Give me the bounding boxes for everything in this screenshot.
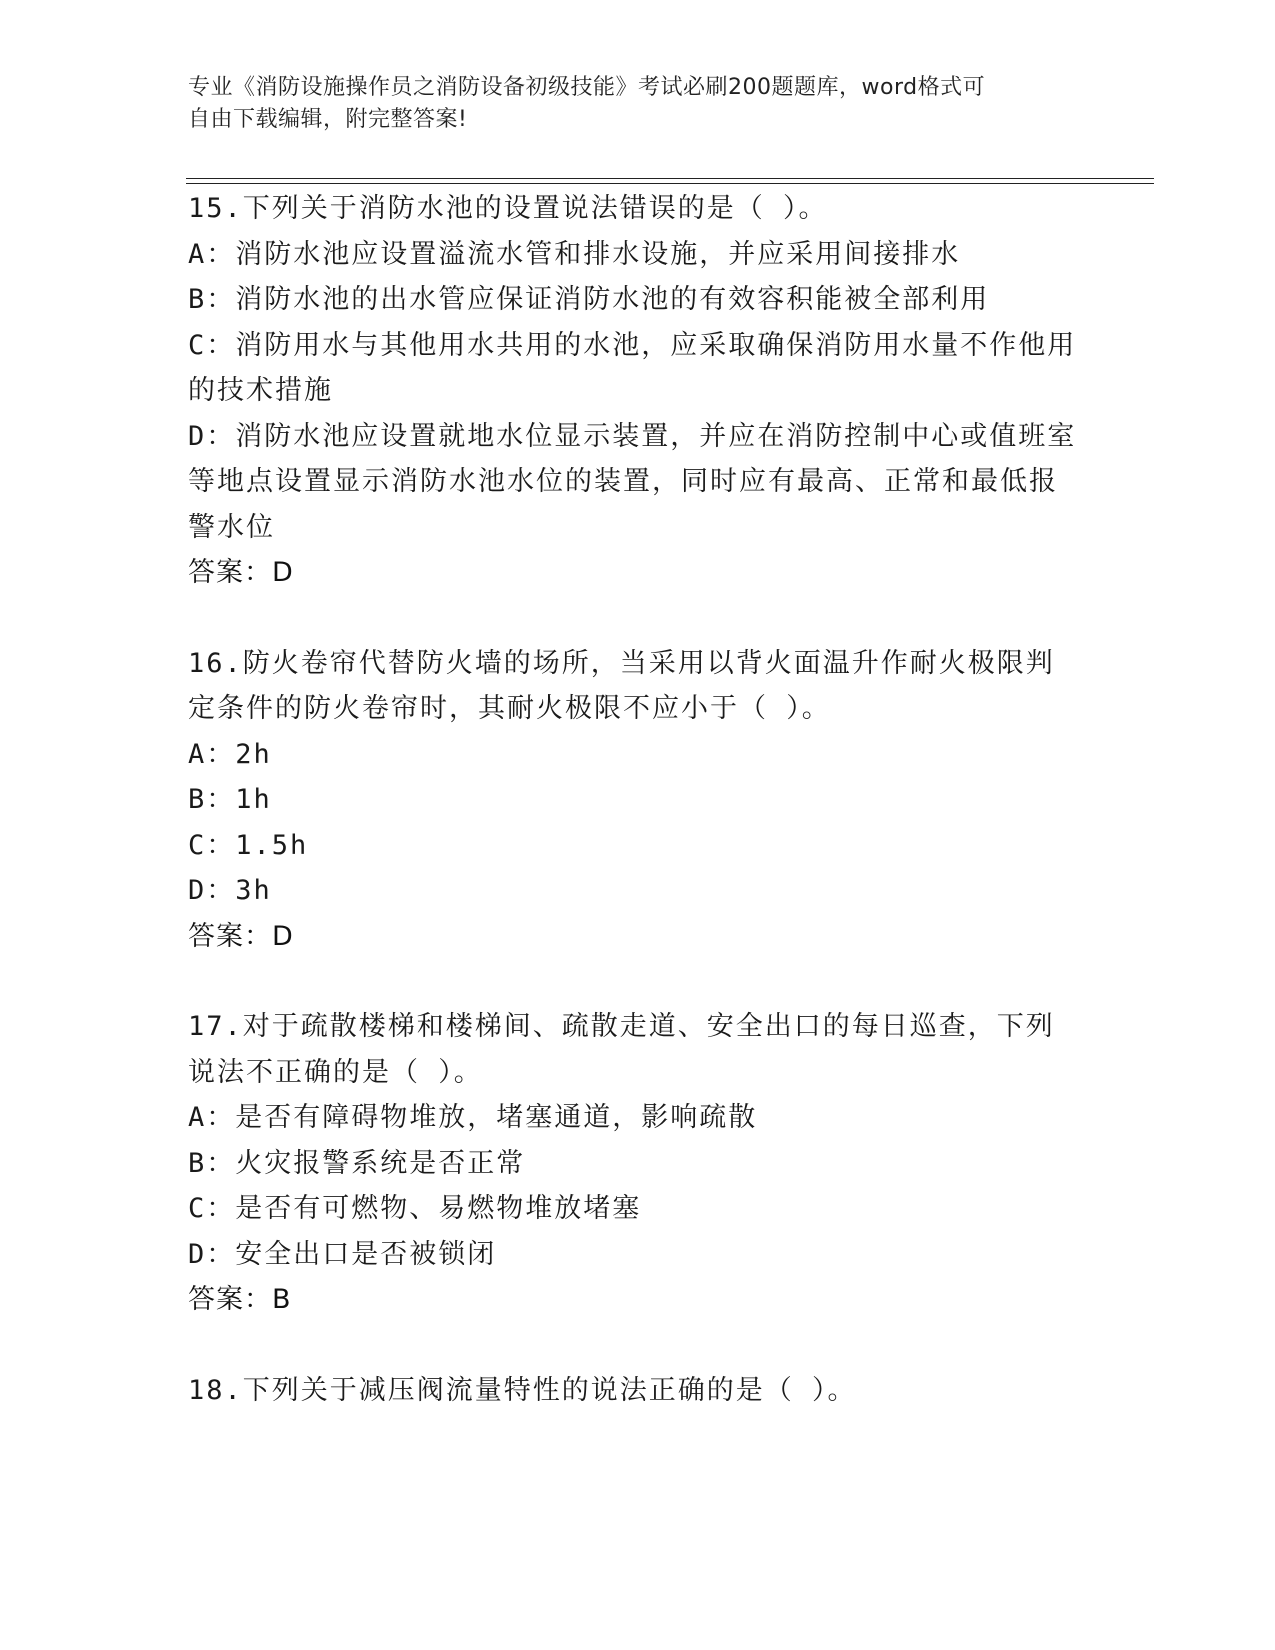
option-b: B：火灾报警系统是否正常 <box>188 1147 526 1179</box>
question-stem: 16.防火卷帘代替防火墙的场所，当采用以背火面温升作耐火极限判定条件的防火卷帘时，其耐火极限不应小于（ ）。 <box>188 647 1055 724</box>
option-a: A：2h <box>188 738 272 770</box>
option-c: C：是否有可燃物、易燃物堆放堵塞 <box>188 1193 642 1224</box>
header-divider-bottom <box>186 183 1154 184</box>
header-title-line-2: 自由下载编辑，附完整答案! <box>188 107 468 132</box>
answer: 答案：B <box>188 1284 292 1315</box>
answer: 答案：D <box>188 920 294 952</box>
option-c: C：1.5h <box>188 829 309 861</box>
question-15 <box>188 186 1078 596</box>
option-b: B：消防水池的出水管应保证消防水池的有效容积能被全部利用 <box>188 284 990 315</box>
question-16 <box>188 641 1078 960</box>
option-d: D：消防水池应设置就地水位显示装置，并应在消防控制中心或值班室等地点设置显示消防水池水位的装置，同时应有最高、正常和最低报警水位 <box>188 420 1077 543</box>
question-stem: 17.对于疏散楼梯和楼梯间、疏散走道、安全出口的每日巡查，下列说法不正确的是（ ）。 <box>188 1011 1055 1088</box>
option-b: B：1h <box>188 784 272 815</box>
option-a: A：消防水池应设置溢流水管和排水设施，并应采用间接排水 <box>188 238 961 270</box>
question-17 <box>188 1004 1078 1323</box>
option-d: D：安全出口是否被锁闭 <box>188 1238 497 1270</box>
option-c: C：消防用水与其他用水共用的水池，应采取确保消防用水量不作他用的技术措施 <box>188 329 1077 406</box>
question-stem: 15.下列关于消防水池的设置说法错误的是（ ）。 <box>188 193 828 224</box>
question-18 <box>188 1368 1078 1414</box>
header-title-line-1: 专业《消防设施操作员之消防设备初级技能》考试必刷200题题库，word格式可 <box>188 75 986 100</box>
question-stem: 18.下列关于减压阀流量特性的说法正确的是（ ）。 <box>188 1374 857 1406</box>
option-d: D：3h <box>188 875 272 906</box>
header-divider-top <box>186 178 1154 179</box>
option-a: A：是否有障碍物堆放，堵塞通道，影响疏散 <box>188 1102 758 1133</box>
question-list <box>188 186 1078 1413</box>
document-header <box>188 72 1068 136</box>
answer: 答案：D <box>188 557 294 588</box>
